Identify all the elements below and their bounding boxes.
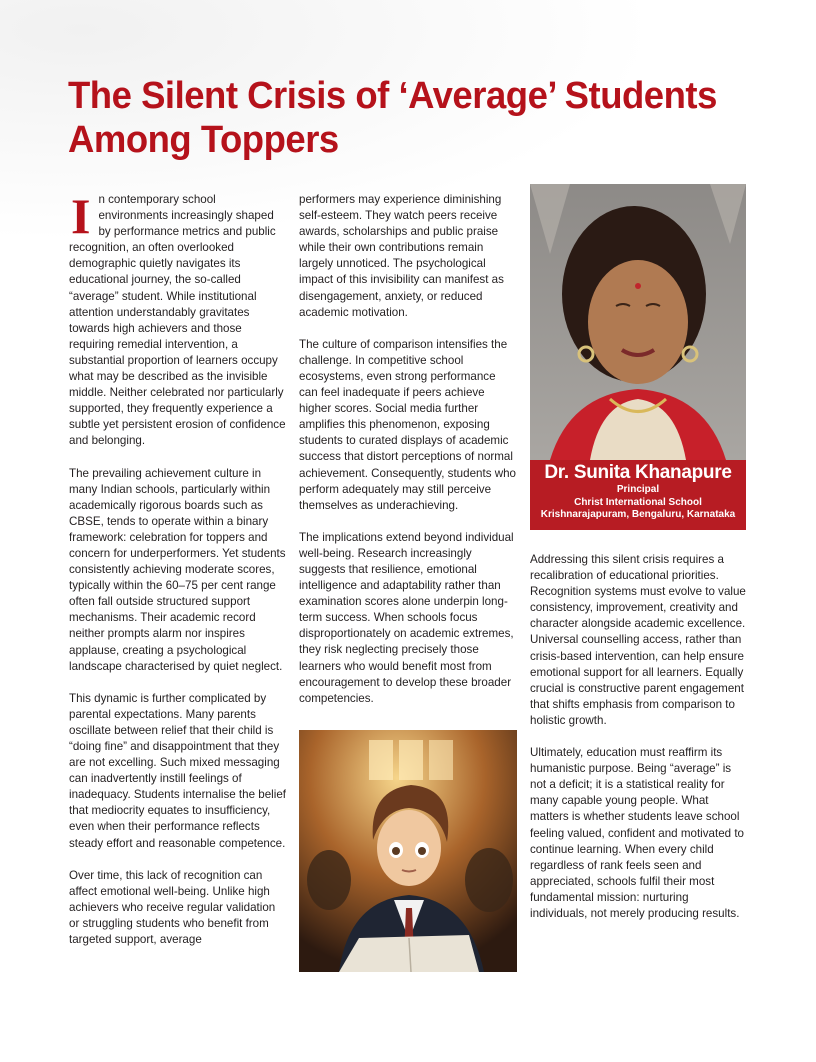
- paragraph: Ultimately, education must reaffirm its humanistic purpose. Being “average” is not a deficit; it is a statistical reality for many capable young people. What matters is whether students leave school feeling valued, confident and motivated to continue learning. When every child regardless of rank feels seen and appreciated, schools fulfil their most fundamental mission: nurturing individuals, not merely producing results.: [530, 746, 744, 920]
- student-illustration: [299, 730, 517, 972]
- paragraph: In contemporary school environments increasingly shaped by performance metrics and public recognition, an often overlooked demographic quietly navigates its educational journey, the so-called “average” student. While institutional attention understandably gravitates towards high achievers and those requiring remedial intervention, a substantial proportion of learners occupy what may be described as the invisible middle. Neither celebrated nor particularly supported, they frequently experience a subtle yet persistent erosion of confidence and belonging.: [69, 188, 286, 448]
- author-caption: [530, 460, 746, 530]
- article-column-1: [69, 188, 286, 964]
- drop-cap: I: [71, 188, 91, 244]
- paragraph: Addressing this silent crisis requires a recalibration of educational priorities. Recognition systems must evolve to value consistency, improvement, creativity and character alongside academic excellence. Universal counselling access, rather than crisis-based intervention, can help ensure emotional support for all learners. Equally crucial is constructive parent engagement that shifts emphasis from comparison to holistic growth.: [530, 553, 746, 727]
- author-photo: [530, 184, 746, 460]
- author-portrait-card: [530, 184, 746, 530]
- author-school: Christ International School: [574, 496, 702, 508]
- paragraph: performers may experience diminishing self-esteem. They watch peers receive awards, scholarships and public praise while their own contributions remain largely unnoticed. The psychological impact of this invisibility can manifest as disengagement, anxiety, or reduced academic motivation.: [299, 193, 504, 319]
- article-column-3: [530, 552, 747, 938]
- paragraph: This dynamic is further complicated by parental expectations. Many parents oscillate between relief that their child is “doing fine” and disappointment that they are not excelling. Such mixed messaging can inadvertently instill feelings of inadequacy. Students internalise the belief that mediocrity equates to insufficiency, even when their performance reflects steady effort and reasonable competence.: [69, 691, 286, 850]
- author-location: Krishnarajapuram, Bengaluru, Karnataka: [540, 509, 736, 520]
- paragraph: The culture of comparison intensifies the challenge. In competitive school ecosystems, even strong performance can feel inadequate if peers achieve higher scores. Social media further amplifies this phenomenon, exposing students to curated displays of academic success that distort perceptions of normal achievement. Consequently, students who perform adequately may still perceive themselves as underachieving.: [299, 337, 516, 512]
- author-name: Dr. Sunita Khanapure: [544, 462, 732, 483]
- student-illustration-art: [299, 730, 517, 972]
- author-role: Principal: [616, 484, 660, 495]
- article-column-2: [299, 192, 517, 723]
- paragraph: Over time, this lack of recognition can affect emotional well-being. Unlike high achievers who receive regular validation or struggling students who benefit from targeted support, average: [69, 868, 276, 947]
- paragraph: The implications extend beyond individual well-being. Research increasingly suggests that resilience, emotional intelligence and adaptability rather than examination scores alone underpin long-term success. When schools focus disproportionately on academic extremes, they risk neglecting precisely those learners who would benefit most from encouragement to develop these broader competencies.: [299, 530, 514, 705]
- paragraph: The prevailing achievement culture in many Indian schools, particularly within academically rigorous boards such as CBSE, tends to operate within a binary framework: celebration for toppers and concern for underperformers. Yet students consistently achieving moderate scores, typically within the 60–75 per cent range often fall outside structured support mechanisms. Their academic record neither prompts alarm nor inspires applause, creating a psychological landscape characterised by quiet neglect.: [69, 466, 286, 673]
- article-title: The Silent Crisis of ‘Average’ Students Among Toppers: [68, 75, 717, 161]
